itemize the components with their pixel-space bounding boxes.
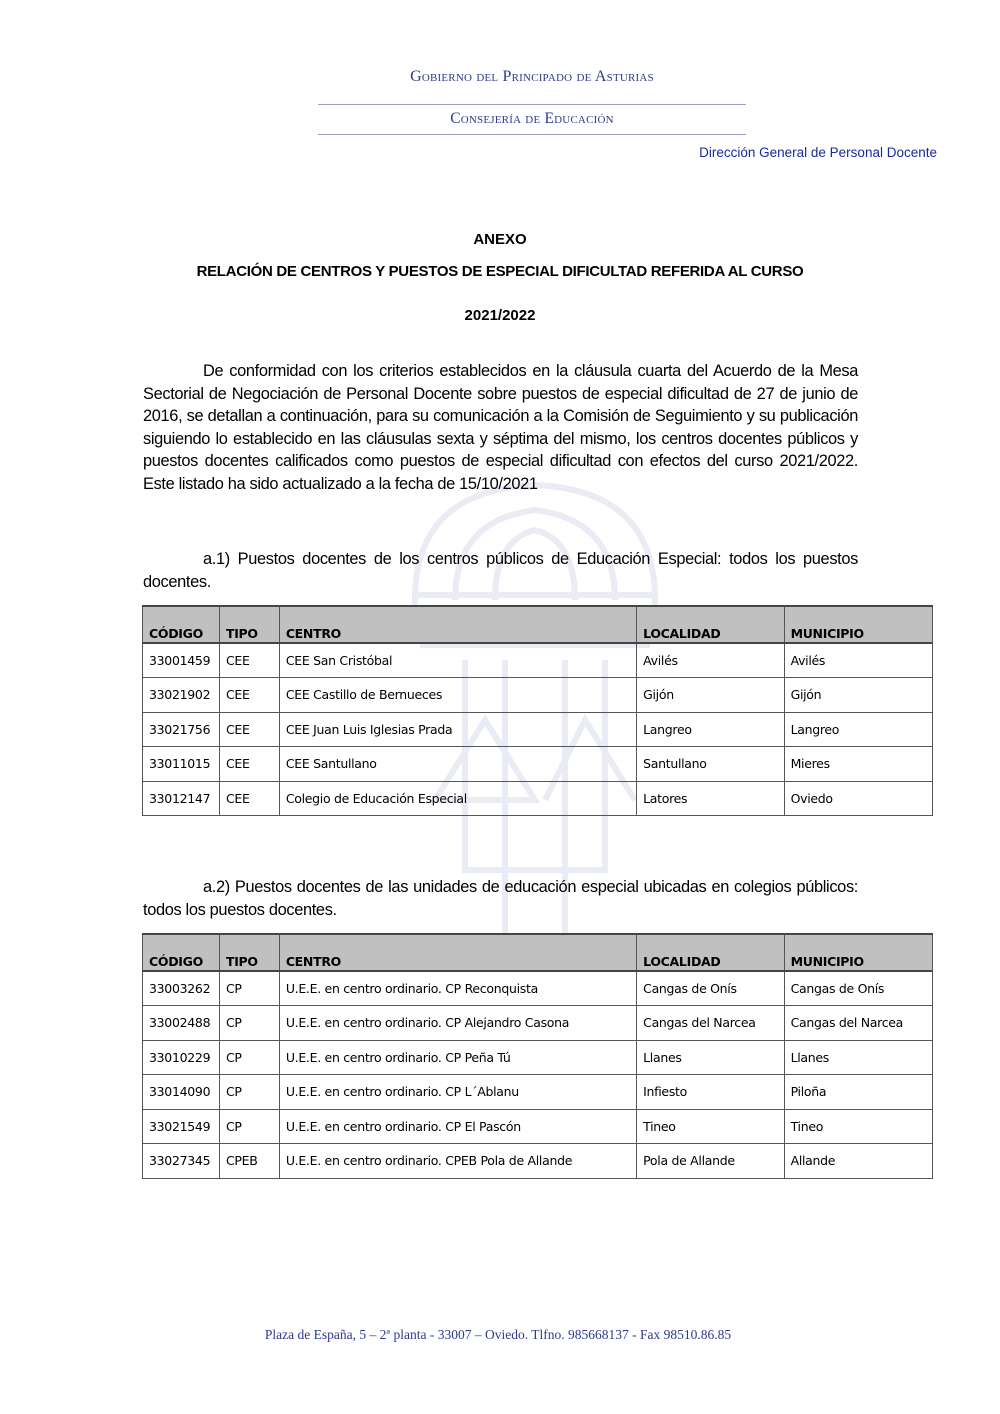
cell-municipio: Cangas del Narcea bbox=[784, 1006, 932, 1041]
table-row bbox=[143, 781, 933, 816]
directorate-name: Dirección General de Personal Docente bbox=[699, 145, 937, 160]
cell-localidad: Cangas de Onís bbox=[637, 971, 784, 1006]
cell-centro: CEE Santullano bbox=[279, 747, 636, 782]
cell-centro: U.E.E. en centro ordinario. CP El Pascón bbox=[279, 1109, 636, 1144]
school-year: 2021/2022 bbox=[464, 307, 536, 324]
department-name: Consejería de Educación bbox=[450, 110, 614, 127]
cell-tipo: CP bbox=[219, 1006, 279, 1041]
cell-tipo: CEE bbox=[219, 781, 279, 816]
table-header-row bbox=[143, 606, 933, 643]
cell-localidad: Tineo bbox=[637, 1109, 784, 1144]
col-codigo: CÓDIGO bbox=[143, 934, 220, 971]
cell-municipio: Mieres bbox=[784, 747, 932, 782]
cell-codigo: 33021549 bbox=[143, 1109, 220, 1144]
cell-codigo: 33027345 bbox=[143, 1144, 220, 1179]
col-localidad: LOCALIDAD bbox=[637, 606, 784, 643]
letterhead-rule-top bbox=[318, 104, 746, 105]
cell-tipo: CP bbox=[219, 971, 279, 1006]
cell-localidad: Langreo bbox=[637, 712, 784, 747]
col-tipo: TIPO bbox=[219, 934, 279, 971]
table-row bbox=[143, 971, 933, 1006]
table-row bbox=[143, 1075, 933, 1110]
cell-localidad: Cangas del Narcea bbox=[637, 1006, 784, 1041]
table-row bbox=[143, 1006, 933, 1041]
cell-centro: U.E.E. en centro ordinario. CP Reconquista bbox=[279, 971, 636, 1006]
cell-centro: U.E.E. en centro ordinario. CP Peña Tú bbox=[279, 1040, 636, 1075]
section-a1-text: a.1) Puestos docentes de los centros públicos de Educación Especial: todos los puestos docentes. bbox=[143, 550, 858, 591]
col-centro: CENTRO bbox=[279, 606, 636, 643]
cell-tipo: CP bbox=[219, 1109, 279, 1144]
cell-tipo: CEE bbox=[219, 712, 279, 747]
cell-localidad: Llanes bbox=[637, 1040, 784, 1075]
col-municipio: MUNICIPIO bbox=[784, 934, 932, 971]
intro-paragraph bbox=[143, 360, 858, 496]
intro-text: De conformidad con los criterios establecidos en la cláusula cuarta del Acuerdo de la Mesa Sectorial de Negociación de Personal Docente sobre puestos de especial dificultad de 27 de junio de 2016, se detallan a continuación, para su comunicación a la Comisión de Seguimiento y su publicación siguiendo lo establecido en las cláusulas sexta y séptima del mismo, los centros docentes públicos y puestos docentes calificados como puestos de especial dificultad con efectos del curso 2021/2022. Este listado ha sido actualizado a la fecha de 15/10/2021 bbox=[143, 362, 858, 493]
table-row bbox=[143, 712, 933, 747]
cell-municipio: Langreo bbox=[784, 712, 932, 747]
cell-municipio: Gijón bbox=[784, 678, 932, 713]
cell-localidad: Latores bbox=[637, 781, 784, 816]
footer-address: Plaza de España, 5 – 2ª planta - 33007 – Oviedo. Tlfno. 985668137 - Fax 98510.86.85 bbox=[264, 1327, 732, 1342]
cell-codigo: 33003262 bbox=[143, 971, 220, 1006]
cell-codigo: 33021756 bbox=[143, 712, 220, 747]
cell-tipo: CEE bbox=[219, 747, 279, 782]
table-special-education-units bbox=[142, 933, 933, 1179]
cell-municipio: Cangas de Onís bbox=[784, 971, 932, 1006]
table-header-row bbox=[143, 934, 933, 971]
cell-municipio: Allande bbox=[784, 1144, 932, 1179]
table-row bbox=[143, 1109, 933, 1144]
table-row bbox=[143, 678, 933, 713]
table-special-education-centers bbox=[142, 605, 933, 816]
cell-codigo: 33012147 bbox=[143, 781, 220, 816]
cell-centro: Colegio de Educación Especial bbox=[279, 781, 636, 816]
government-name: Gobierno del Principado de Asturias bbox=[410, 68, 654, 85]
cell-centro: U.E.E. en centro ordinario. CPEB Pola de Allande bbox=[279, 1144, 636, 1179]
cell-municipio: Piloña bbox=[784, 1075, 932, 1110]
cell-localidad: Avilés bbox=[637, 643, 784, 678]
table-row bbox=[143, 643, 933, 678]
cell-tipo: CP bbox=[219, 1075, 279, 1110]
cell-codigo: 33014090 bbox=[143, 1075, 220, 1110]
col-municipio: MUNICIPIO bbox=[784, 606, 932, 643]
cell-codigo: 33021902 bbox=[143, 678, 220, 713]
table-row bbox=[143, 1040, 933, 1075]
cell-localidad: Pola de Allande bbox=[637, 1144, 784, 1179]
table-row bbox=[143, 1144, 933, 1179]
cell-codigo: 33011015 bbox=[143, 747, 220, 782]
table-row bbox=[143, 747, 933, 782]
cell-tipo: CPEB bbox=[219, 1144, 279, 1179]
cell-codigo: 33010229 bbox=[143, 1040, 220, 1075]
cell-centro: CEE Castillo de Bernueces bbox=[279, 678, 636, 713]
cell-centro: U.E.E. en centro ordinario. CP Alejandro Casona bbox=[279, 1006, 636, 1041]
section-a2-heading bbox=[143, 876, 858, 921]
cell-localidad: Santullano bbox=[637, 747, 784, 782]
cell-centro: CEE San Cristóbal bbox=[279, 643, 636, 678]
cell-municipio: Llanes bbox=[784, 1040, 932, 1075]
cell-codigo: 33002488 bbox=[143, 1006, 220, 1041]
cell-tipo: CEE bbox=[219, 643, 279, 678]
cell-localidad: Infiesto bbox=[637, 1075, 784, 1110]
cell-municipio: Oviedo bbox=[784, 781, 932, 816]
col-centro: CENTRO bbox=[279, 934, 636, 971]
cell-municipio: Avilés bbox=[784, 643, 932, 678]
col-tipo: TIPO bbox=[219, 606, 279, 643]
cell-localidad: Gijón bbox=[637, 678, 784, 713]
annex-title: ANEXO bbox=[473, 231, 527, 248]
cell-tipo: CP bbox=[219, 1040, 279, 1075]
section-a1-heading bbox=[143, 548, 858, 593]
letterhead-rule-bottom bbox=[318, 134, 746, 135]
cell-municipio: Tineo bbox=[784, 1109, 932, 1144]
document-subtitle: RELACIÓN DE CENTROS Y PUESTOS DE ESPECIAL DIFICULTAD REFERIDA AL CURSO bbox=[196, 263, 804, 280]
cell-codigo: 33001459 bbox=[143, 643, 220, 678]
cell-centro: U.E.E. en centro ordinario. CP L´Ablanu bbox=[279, 1075, 636, 1110]
col-codigo: CÓDIGO bbox=[143, 606, 220, 643]
section-a2-text: a.2) Puestos docentes de las unidades de educación especial ubicadas en colegios públicos: todos los puestos docentes. bbox=[143, 878, 858, 919]
col-localidad: LOCALIDAD bbox=[637, 934, 784, 971]
cell-tipo: CEE bbox=[219, 678, 279, 713]
cell-centro: CEE Juan Luis Iglesias Prada bbox=[279, 712, 636, 747]
